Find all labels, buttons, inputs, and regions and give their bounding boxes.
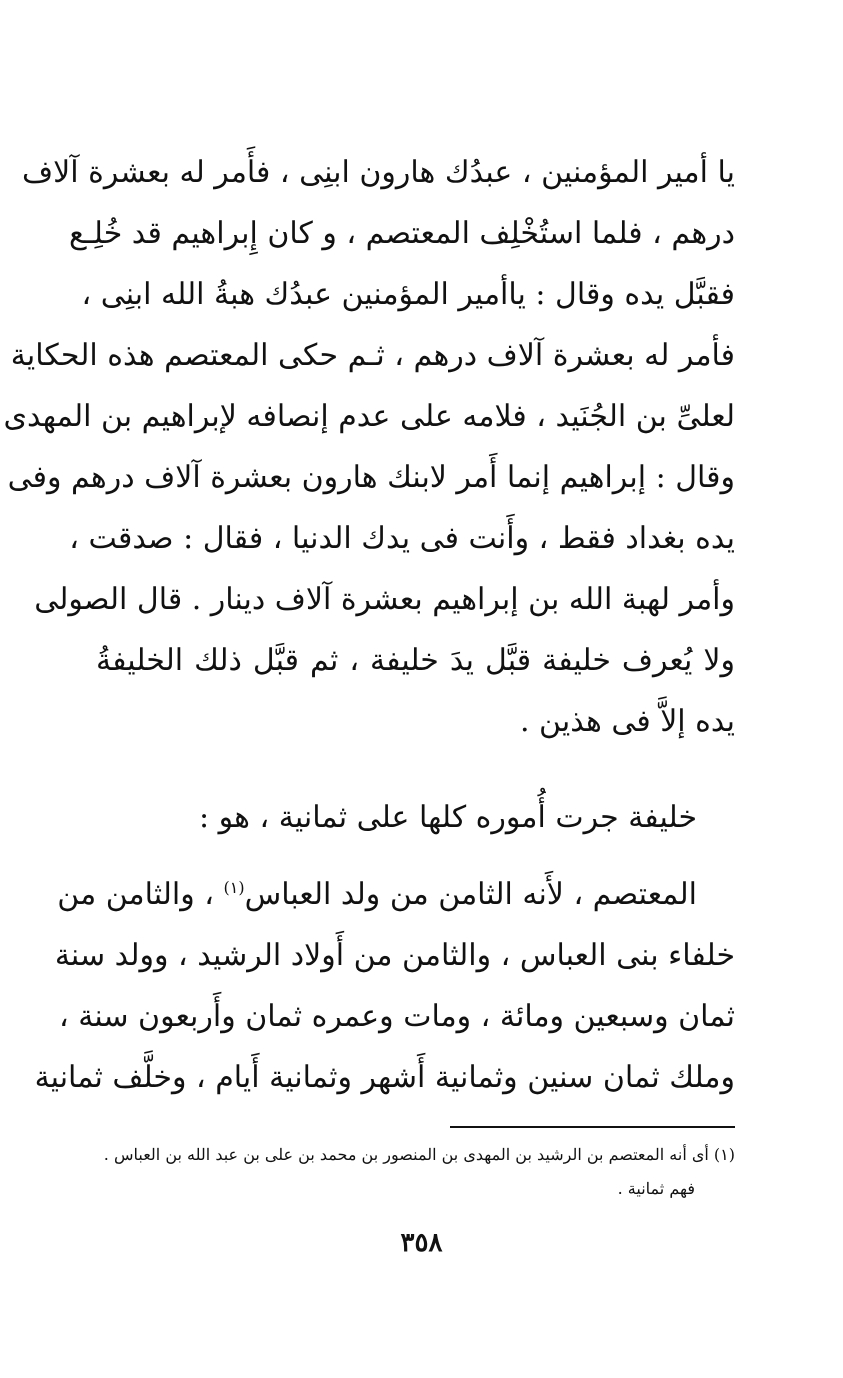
text-line: فأمر له بعشرة آلاف درهم ، ثـم حكى المعتصم هذه الحكاية	[10, 338, 735, 373]
text-line-with-note	[57, 864, 735, 925]
text-line: ثمان وسبعين ومائة ، ومات وعمره ثمان وأَربعون سنة ،	[59, 999, 735, 1034]
heading-text: خليفة جرت أُموره كلها على ثمانية ، هو :	[199, 800, 697, 835]
text-line: لعلىِّ بن الجُنَيد ، فلامه على عدم إنصافه لإبراهيم بن المهدى	[3, 399, 735, 434]
text-line: وملك ثمان سنين وثمانية أَشهر وثمانية أَيام ، وخلَّف ثمانية	[34, 1060, 735, 1095]
text-line: يده بغداد فقط ، وأَنت فى يدك الدنيا ، فقال : صدقت ،	[69, 521, 735, 556]
text-segment: ، والثامن من	[57, 877, 224, 912]
text-segment: المعتصم ، لأَنه الثامن من ولد العباس	[244, 877, 697, 912]
footnote-line: (١) أى أنه المعتصم بن الرشيد بن المهدى بن المنصور بن محمد بن على بن عبد الله بن العباس .	[103, 1145, 735, 1164]
text-line: يا أمير المؤمنين ، عبدُك هارون ابنِى ، فأَمر له بعشرة آلاف	[22, 155, 735, 190]
footnote	[96, 1138, 735, 1206]
footnote-divider	[450, 1126, 735, 1128]
text-line: درهم ، فلما استُخْلِف المعتصم ، و كان إِبراهيم قد خُلِـع	[69, 216, 735, 251]
text-line: فقبَّل يده وقال : ياأمير المؤمنين عبدُك هبةُ الله ابنِى ،	[81, 277, 735, 312]
main-paragraph	[3, 142, 735, 752]
text-line: ولا يُعرف خليفة قبَّل يدَ خليفة ، ثم قبَّل ذلك الخليفةُ	[96, 643, 735, 678]
footnote-line: فهم ثمانية .	[617, 1179, 695, 1198]
section-heading	[96, 785, 735, 851]
text-line: يده إلاَّ فى هذين .	[519, 704, 735, 739]
section-paragraph	[34, 864, 735, 1108]
text-line: خلفاء بنى العباس ، والثامن من أَولاد الرشيد ، وولد سنة	[54, 938, 735, 973]
text-line: وقال : إبراهيم إنما أَمر لابنك هارون بعشرة آلاف درهم وفى	[7, 460, 735, 495]
footnote-reference[interactable]: (١)	[223, 878, 245, 897]
text-line: وأمر لهبة الله بن إبراهيم بعشرة آلاف دينار . قال الصولى	[34, 582, 735, 617]
page-number: ٣٥٨	[400, 1228, 443, 1258]
